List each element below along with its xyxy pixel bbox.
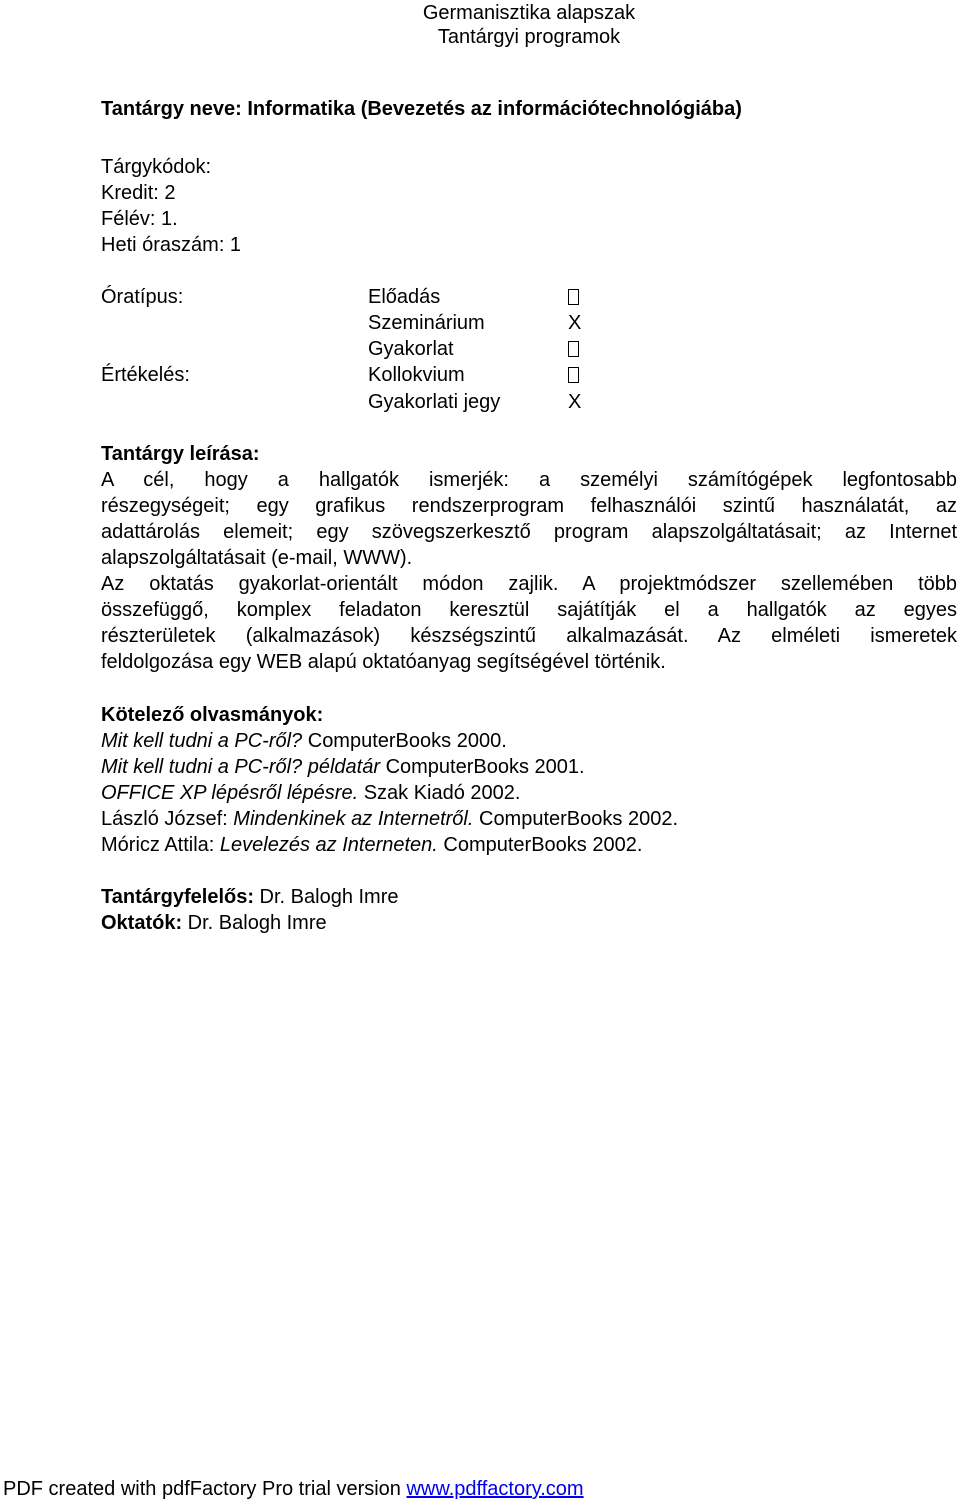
subject-title: Tantárgy neve: Informatika (Bevezetés az információtechnológiába) [101, 98, 742, 120]
class-type-option-seminar: Szeminárium [368, 312, 485, 334]
class-type-option-lecture: Előadás [368, 286, 441, 308]
description-line-3: adattárolás elemeit; egy szövegszerkesztő program alapszolgáltatásait; az Internet [101, 521, 957, 543]
description-line-6: összefüggő, komplex feladaton keresztül sajátítják el a hallgatók az egyes [101, 599, 957, 621]
footer-text: PDF created with pdfFactory Pro trial version [3, 1478, 407, 1500]
description-line-1: A cél, hogy a hallgatók ismerjék: a személyi számítógépek legfontosabb [101, 469, 957, 491]
pdf-footer [3, 1476, 584, 1502]
evaluation-option-practical-grade: Gyakorlati jegy [368, 391, 501, 413]
subject-codes: Tárgykódok: [101, 156, 212, 178]
evaluation-practical-grade-mark: X [568, 391, 582, 413]
description-line-4: alapszolgáltatásait (e-mail, WWW). [101, 547, 413, 569]
semester: Félév: 1. [101, 208, 178, 230]
footer-link[interactable]: www.pdffactory.com [406, 1478, 584, 1500]
class-type-label: Óratípus: [101, 286, 184, 308]
description-line-2: részegységeit; egy grafikus rendszerprogram felhasználói szintű használatát, az [101, 495, 957, 517]
reading-item: László József: Mindenkinek az Internetről. ComputerBooks 2002. [101, 808, 678, 830]
description-line-8: feldolgozása egy WEB alapú oktatóanyag segítségével történik. [101, 651, 666, 673]
reading-item: OFFICE XP lépésről lépésre. Szak Kiadó 2002. [101, 782, 521, 804]
readings-heading: Kötelező olvasmányok: [101, 704, 324, 726]
teachers [101, 910, 327, 936]
empty-box-icon [568, 289, 579, 305]
class-type-lecture-checkbox [568, 284, 579, 310]
teachers-value: Dr. Balogh Imre [182, 912, 327, 934]
description-line-7: részterületek (alkalmazások) készségszintű alkalmazását. Az elméleti ismeretek [101, 625, 957, 647]
reading-item: Mit kell tudni a PC-ről? példatár ComputerBooks 2001. [101, 756, 585, 778]
credit: Kredit: 2 [101, 182, 176, 204]
header-line-2: Tantárgyi programok [437, 26, 621, 48]
description-line-5: Az oktatás gyakorlat-orientált módon zajlik. A projektmódszer szellemében több [101, 573, 957, 595]
teachers-label: Oktatók: [101, 912, 183, 934]
class-type-seminar-mark: X [568, 312, 582, 334]
class-type-practice-checkbox [568, 336, 579, 362]
evaluation-label: Értékelés: [101, 364, 190, 386]
description-heading: Tantárgy leírása: [101, 443, 260, 465]
evaluation-colloquium-checkbox [568, 362, 579, 388]
subject-responsible [101, 884, 399, 910]
reading-item: Mit kell tudni a PC-ről? ComputerBooks 2000. [101, 730, 507, 752]
responsible-label: Tantárgyfelelős: [101, 886, 254, 908]
responsible-value: Dr. Balogh Imre [254, 886, 399, 908]
evaluation-option-colloquium: Kollokvium [368, 364, 465, 386]
class-type-option-practice: Gyakorlat [368, 338, 454, 360]
header-line-1: Germanisztika alapszak [422, 2, 636, 24]
reading-item: Móricz Attila: Levelezés az Interneten. ComputerBooks 2002. [101, 834, 643, 856]
empty-box-icon [568, 341, 579, 357]
empty-box-icon [568, 367, 579, 383]
weekly-hours: Heti óraszám: 1 [101, 234, 242, 256]
